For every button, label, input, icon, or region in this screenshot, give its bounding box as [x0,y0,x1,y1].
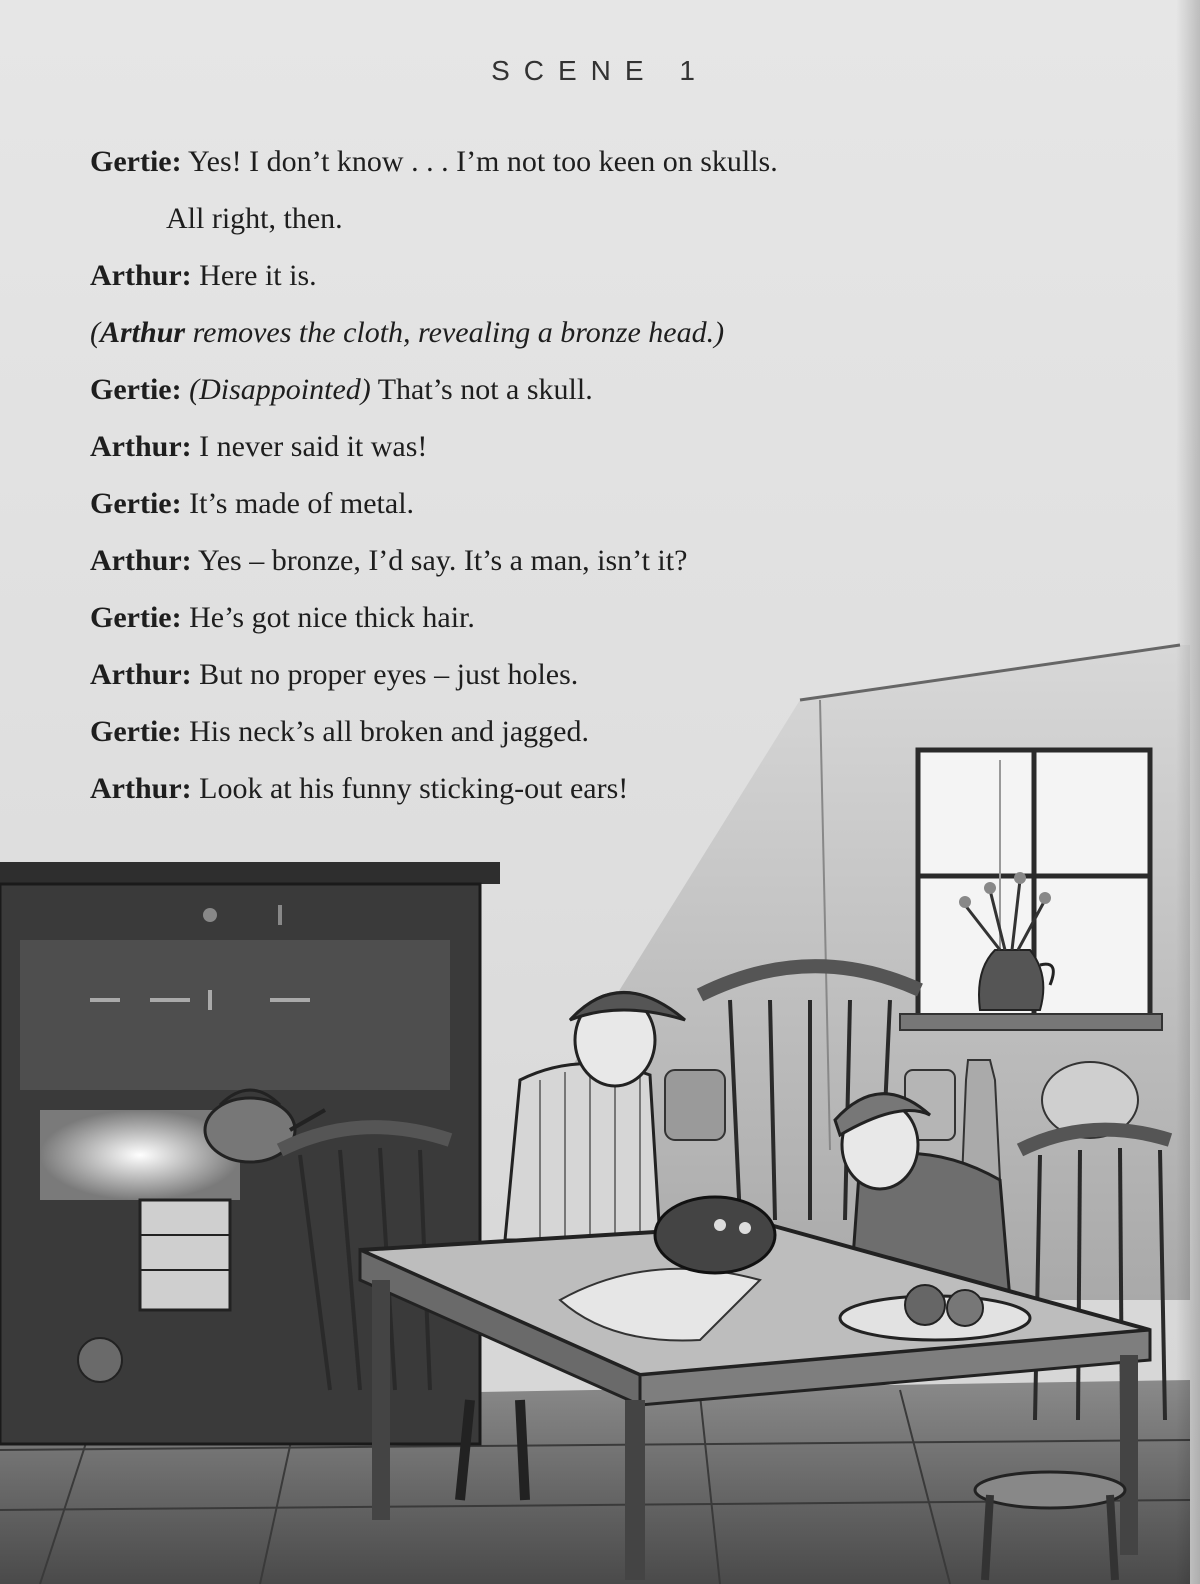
dialogue-text: Look at his funny sticking-out ears! [199,772,629,805]
speaker-name: Gertie: [90,373,182,406]
script-line [90,252,1090,309]
kitchen-illustration [0,630,1190,1584]
dialogue-text: But no proper eyes – just holes. [199,658,579,691]
dialogue-text: His neck’s all broken and jagged. [189,715,589,748]
page-edge-shadow [1176,0,1200,1584]
inline-direction: (Disappointed) [189,373,371,406]
dialogue-text: That’s not a skull. [377,373,593,406]
speaker-name: Arthur: [90,658,192,691]
dialogue-text: It’s made of metal. [189,487,415,520]
speaker-name: Gertie: [90,715,182,748]
scene-heading: SCENE 1 [491,55,709,86]
script-line [90,537,1090,594]
dialogue-text: He’s got nice thick hair. [189,601,475,634]
dialogue-text: All right, then. [166,202,343,235]
speaker-name: Gertie: [90,487,182,520]
stage-direction-text: removes the cloth, revealing a bronze head.) [185,316,725,349]
script-line [90,195,1090,252]
dialogue-text: I never said it was! [199,430,428,463]
dialogue-text: Yes! I don’t know . . . I’m not too keen on skulls. [188,145,778,178]
script-line [90,366,1090,423]
script-line [90,480,1090,537]
stage-direction-bracket: ( [90,316,100,349]
speaker-name: Gertie: [90,601,182,634]
stage-direction-speaker: Arthur [100,316,186,349]
speaker-name: Arthur: [90,259,192,292]
stage-direction [90,309,1090,366]
speaker-name: Arthur: [90,772,192,805]
script-line [90,423,1090,480]
dialogue-text: Here it is. [199,259,317,292]
speaker-name: Arthur: [90,544,192,577]
dialogue-text: Yes – bronze, I’d say. It’s a man, isn’t it? [198,544,688,577]
speaker-name: Arthur: [90,430,192,463]
speaker-name: Gertie: [90,145,182,178]
script-line [90,138,1090,195]
